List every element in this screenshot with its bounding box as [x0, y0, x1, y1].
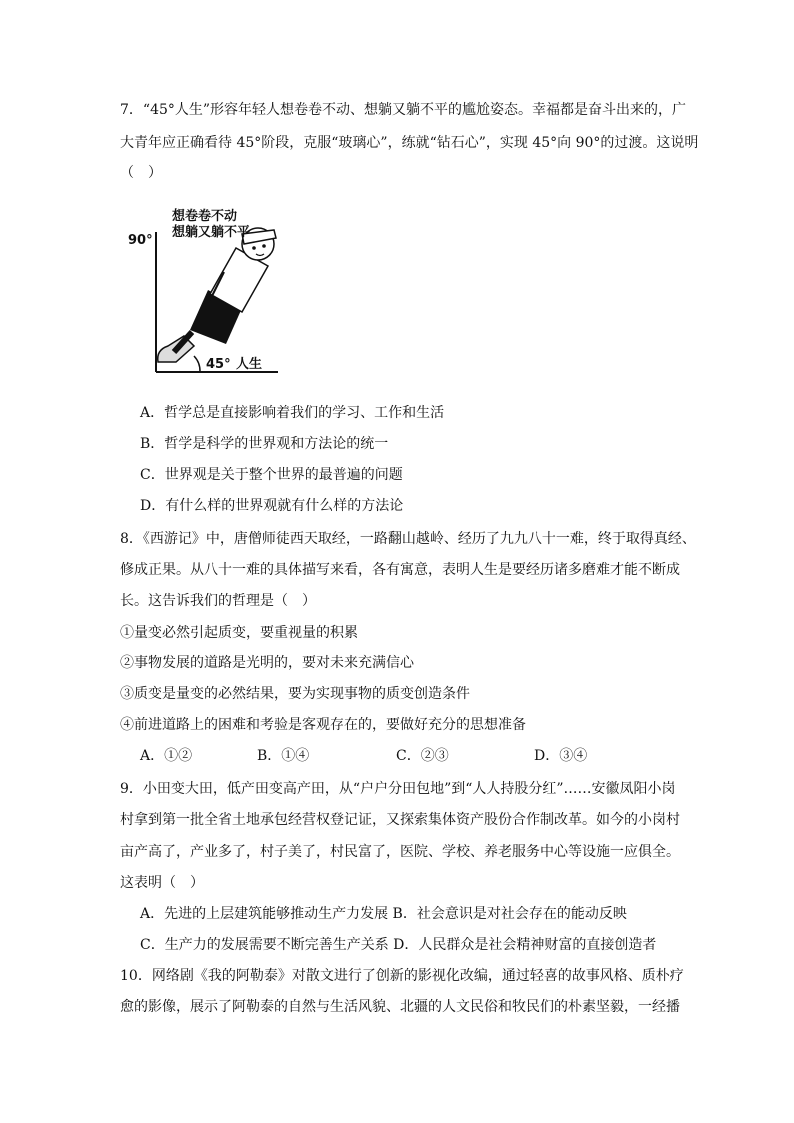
q8-option-c[interactable]: C．②③ [396, 748, 449, 764]
figure-label-45-degree: 45° [206, 357, 231, 372]
figure-label-life: 人生 [236, 357, 263, 372]
q7-answer-paren: （ ） [120, 165, 162, 181]
q9-options-row-2[interactable]: C．生产力的发展需要不断完善生产关系 D．人民群众是社会精神财富的直接创造者 [140, 937, 657, 953]
q9-options-row-1[interactable]: A．先进的上层建筑能够推动生产力发展 B．社会意识是对社会存在的能动反映 [140, 906, 627, 922]
q10-line-1: 10．网络剧《我的阿勒泰》对散文进行了创新的影视化改编，通过轻喜的故事风格、质朴疗 [120, 968, 684, 984]
q7-line-1: 7．“45°人生”形容年轻人想卷卷不动、想躺又躺不平的尴尬姿态。幸福都是奋斗出来的，广 [120, 102, 687, 118]
q9-line-2: 村拿到第一批全省土地承包经营权登记证，又探索集体资产股份合作制改革。如今的小岗村 [120, 812, 680, 828]
q8-option-d[interactable]: D．③④ [534, 748, 588, 764]
q8-statement-3: ③质变是量变的必然结果，要为实现事物的质变创造条件 [120, 686, 470, 702]
q9-line-1: 9．小田变大田，低产田变高产田，从“户户分田包地”到“人人持股分红”……安徽凤阳小岗 [120, 781, 676, 797]
q8-statement-2: ②事物发展的道路是光明的，要对未来充满信心 [120, 655, 414, 671]
q7-option-d[interactable]: D．有什么样的世界观就有什么样的方法论 [140, 498, 404, 514]
figure-caption-line-1: 想卷卷不动 [172, 209, 238, 224]
q7-option-a[interactable]: A．哲学总是直接影响着我们的学习、工作和生活 [140, 405, 445, 421]
q8-line-2: 修成正果。从八十一难的具体描写来看，各有寓意，表明人生是要经历诸多磨难才能不断成 [120, 562, 680, 578]
q9-line-3: 亩产高了，产业多了，村子美了，村民富了，医院、学校、养老服务中心等设施一应俱全。 [120, 844, 680, 860]
q8-option-b[interactable]: B．①④ [257, 748, 310, 764]
q7-option-c[interactable]: C．世界观是关于整个世界的最普遍的问题 [140, 467, 403, 483]
figure-caption-line-2: 想躺又躺不平 [172, 225, 251, 240]
q8-statement-1: ①量变必然引起质变，要重视量的积累 [120, 625, 358, 641]
q8-line-1: 8．《西游记》中，唐僧师徒西天取经，一路翻山越岭、经历了九九八十一难，终于取得真经、 [120, 531, 696, 547]
q7-option-b[interactable]: B．哲学是科学的世界观和方法论的统一 [140, 436, 389, 452]
q8-statement-4: ④前进道路上的困难和考验是客观存在的，要做好充分的思想准备 [120, 717, 526, 733]
figure-label-90-degree: 90° [128, 233, 153, 248]
q10-line-2: 愈的影像，展示了阿勒泰的自然与生活风貌、北疆的人文民俗和牧民们的朴素坚毅，一经播 [120, 999, 680, 1015]
q9-line-4: 这表明（ ） [120, 875, 204, 891]
q8-line-3: 长。这告诉我们的哲理是（ ） [120, 593, 316, 609]
q8-option-a[interactable]: A．①② [140, 748, 193, 764]
q7-cartoon-figure [128, 204, 280, 382]
q7-line-2: 大青年应正确看待 45°阶段，克服“玻璃心”，练就“钻石心”，实现 45°向 90°的过渡。这说明 [120, 135, 699, 151]
